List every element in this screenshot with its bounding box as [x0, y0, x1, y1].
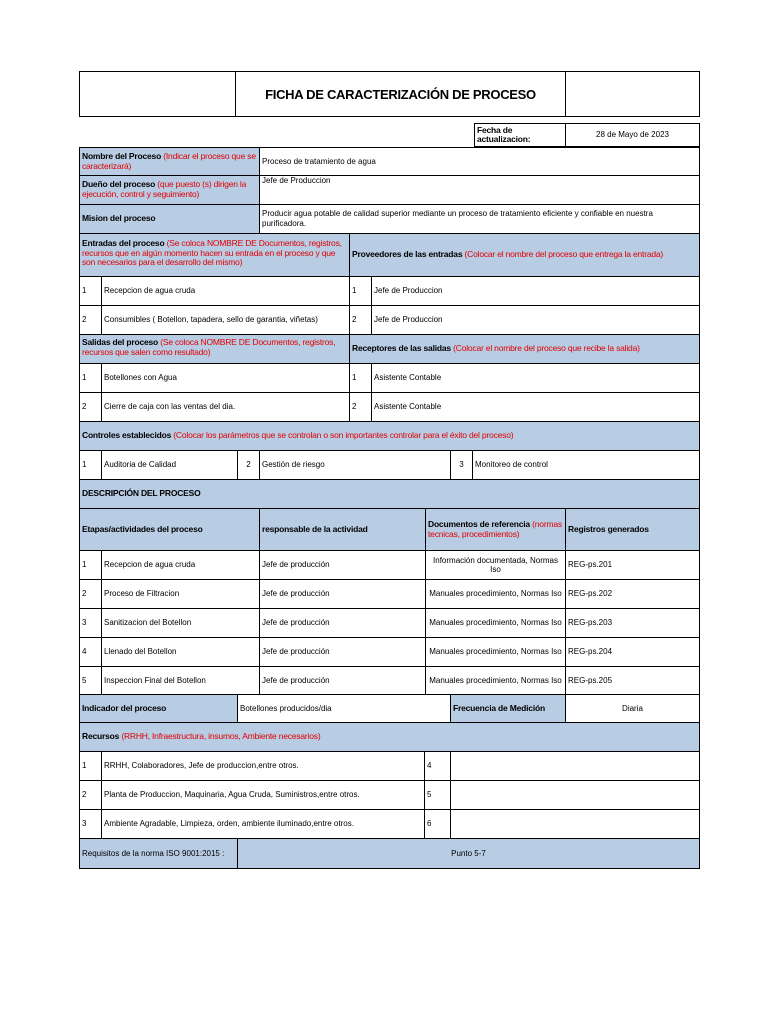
recurso-num: 3 — [79, 809, 102, 839]
controles-label: Controles establecidos — [82, 430, 172, 441]
receptores-label: Receptores de las salidas — [352, 343, 451, 354]
col-registros: Registros generados — [565, 508, 700, 551]
etapa-documento: Manuales procedimiento, Normas Iso — [425, 637, 566, 667]
receptores-hint: (Colocar el nombre del proceso que recibe la salida) — [453, 343, 640, 354]
salida-text: Botellones con Agua — [101, 363, 350, 393]
salidas-label: Salidas del proceso — [82, 337, 159, 347]
receptor-text: Asistente Contable — [371, 392, 700, 422]
etapa-registro: REG-ps.203 — [565, 608, 700, 638]
controles-hint: (Colocar los parámetros que se controlan o son importantes controlar para el éxito del proceso) — [173, 430, 514, 441]
control-num: 2 — [237, 450, 260, 480]
entradas-label: Entradas del proceso — [82, 238, 165, 248]
proveedores-hint: (Colocar el nombre del proceso que entrega la entrada) — [464, 249, 664, 260]
control-text: Monitoreo de control — [472, 450, 700, 480]
etapa-num: 2 — [79, 579, 102, 609]
etapa-documento: Información documentada, Normas Iso — [425, 550, 566, 580]
proveedores-label: Proveedores de las entradas — [352, 249, 463, 260]
recurso-num: 6 — [424, 809, 451, 839]
recurso-text — [450, 809, 700, 839]
proveedores-label-cell — [349, 233, 700, 277]
recurso-text: RRHH, Colaboradores, Jefe de produccion,entre otros. — [101, 751, 425, 781]
receptores-label-cell — [349, 334, 700, 364]
etapa-text: Sanitizacion del Botellon — [101, 608, 260, 638]
dueno-label: Dueño del proceso — [82, 179, 156, 189]
etapa-responsable: Jefe de producción — [259, 608, 426, 638]
recurso-text: Planta de Produccion, Maquinaria, Agua Cruda, Suministros,entre otros. — [101, 780, 425, 810]
indicador-value: Botellones producidos/dia — [237, 694, 451, 723]
dueno-hint: (que puesto (s) dirigen la ejecución, control y seguimiento) — [82, 179, 247, 199]
etapa-responsable: Jefe de producción — [259, 637, 426, 667]
salida-num: 2 — [79, 392, 102, 422]
control-num: 1 — [79, 450, 102, 480]
etapa-responsable: Jefe de producción — [259, 550, 426, 580]
salida-num: 1 — [79, 363, 102, 393]
fecha-value: 28 de Mayo de 2023 — [565, 123, 700, 147]
receptor-num: 1 — [349, 363, 372, 393]
etapa-num: 3 — [79, 608, 102, 638]
recurso-num: 2 — [79, 780, 102, 810]
recurso-text — [450, 751, 700, 781]
entradas-label-cell — [79, 233, 350, 277]
nombre-hint: (Indicar el proceso que se caracterizará) — [82, 151, 256, 171]
indicador-label: Indicador del proceso — [79, 694, 238, 723]
fecha-label: Fecha de actualizacion: — [474, 123, 566, 147]
salidas-hint: (Se coloca NOMBRE DE Documentos, registros, recursos que salen como resultado) — [82, 337, 336, 357]
entrada-text: Recepcion de agua cruda — [101, 276, 350, 306]
requisitos-value: Punto 5-7 — [237, 838, 700, 869]
nombre-label: Nombre del Proceso — [82, 151, 162, 161]
descripcion-title: DESCRIPCIÓN DEL PROCESO — [79, 479, 700, 509]
col-etapas: Etapas/actividades del proceso — [79, 508, 260, 551]
salidas-label-cell — [79, 334, 350, 364]
page-title: FICHA DE CARACTERIZACIÓN DE PROCESO — [235, 71, 566, 117]
col-documentos-hint: (normas tecnicas, procedimientos) — [428, 519, 562, 539]
entrada-num: 2 — [79, 305, 102, 335]
entrada-num: 1 — [79, 276, 102, 306]
nombre-label-cell — [79, 147, 260, 176]
entrada-text: Consumibles ( Botellon, tapadera, sello de garantia, viñetas) — [101, 305, 350, 335]
dueno-value: Jefe de Produccion — [259, 175, 700, 205]
etapa-text: Recepcion de agua cruda — [101, 550, 260, 580]
recurso-text: Ambiente Agradable, Limpieza, orden, ambiente iluminado,entre otros. — [101, 809, 425, 839]
etapa-registro: REG-ps.201 — [565, 550, 700, 580]
header-logo-right — [565, 71, 700, 117]
recurso-text — [450, 780, 700, 810]
receptor-text: Asistente Contable — [371, 363, 700, 393]
header-logo-left — [79, 71, 236, 117]
frecuencia-label: Frecuencia de Medición — [450, 694, 566, 723]
etapa-registro: REG-ps.202 — [565, 579, 700, 609]
etapa-documento: Manuales procedimiento, Normas Iso — [425, 608, 566, 638]
etapa-num: 4 — [79, 637, 102, 667]
frecuencia-value: Diaria — [565, 694, 700, 723]
receptor-num: 2 — [349, 392, 372, 422]
recursos-hint: (RRHH, Infraestructura, insumos, Ambiente necesarios) — [121, 731, 321, 742]
control-text: Gestión de riesgo — [259, 450, 451, 480]
controles-label-cell — [79, 421, 700, 451]
recurso-num: 4 — [424, 751, 451, 781]
recursos-label: Recursos — [82, 731, 120, 742]
salida-text: Cierre de caja con las ventas del dia. — [101, 392, 350, 422]
mision-label: Mision del proceso — [79, 204, 260, 234]
dueno-label-cell — [79, 175, 260, 205]
etapa-registro: REG-ps.205 — [565, 666, 700, 695]
etapa-responsable: Jefe de producción — [259, 666, 426, 695]
proveedor-text: Jefe de Produccion — [371, 305, 700, 335]
etapa-documento: Manuales procedimiento, Normas Iso — [425, 666, 566, 695]
nombre-value: Proceso de tratamiento de agua — [259, 147, 700, 176]
etapa-responsable: Jefe de producción — [259, 579, 426, 609]
etapa-text: Llenado del Botellon — [101, 637, 260, 667]
entradas-hint: (Se coloca NOMBRE DE Documentos, registros, recursos que en algún momento hacen su entrada en el proceso y que son necesarios para el desarrollo del mismo) — [82, 238, 342, 267]
control-text: Auditoria de Calidad — [101, 450, 238, 480]
recursos-label-cell — [79, 722, 700, 752]
mision-value: Producir agua potable de calidad superior mediante un proceso de tratamiento eficiente y confiable en nuestra purificadora. — [259, 204, 700, 234]
proveedor-text: Jefe de Produccion — [371, 276, 700, 306]
etapa-text: Proceso de Filtracion — [101, 579, 260, 609]
recurso-num: 1 — [79, 751, 102, 781]
control-num: 3 — [450, 450, 473, 480]
proveedor-num: 2 — [349, 305, 372, 335]
requisitos-label: Requisitos de la norma ISO 9001:2015 : — [79, 838, 238, 869]
etapa-registro: REG-ps.204 — [565, 637, 700, 667]
etapa-num: 1 — [79, 550, 102, 580]
etapa-documento: Manuales procedimiento, Normas Iso — [425, 579, 566, 609]
recurso-num: 5 — [424, 780, 451, 810]
etapa-text: Inspeccion Final del Botellon — [101, 666, 260, 695]
etapa-num: 5 — [79, 666, 102, 695]
col-documentos: Documentos de referencia — [428, 519, 530, 529]
proveedor-num: 1 — [349, 276, 372, 306]
col-documentos-cell — [425, 508, 566, 551]
col-responsable: responsable de la actividad — [259, 508, 426, 551]
